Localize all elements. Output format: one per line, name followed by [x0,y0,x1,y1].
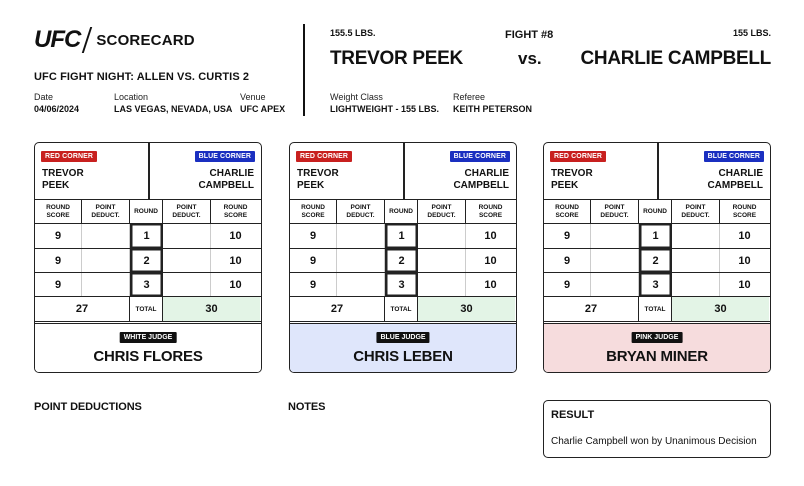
judge-scorecard [34,142,262,373]
result-text: Charlie Campbell won by Unanimous Decision [551,436,757,447]
round-row [544,273,770,297]
blue-round-score: 10 [484,254,497,267]
round-row [544,224,770,249]
point-deductions-heading: POINT DEDUCTIONS [34,401,142,413]
venue-value: UFC APEX [240,104,286,114]
round-row [35,249,261,273]
red-total-score: 27 [35,297,130,321]
red-last-name: PEEK [297,180,325,191]
blue-point-deduction [163,249,211,272]
blue-point-deduction [672,224,720,248]
red-first-name: TREVOR [297,168,339,179]
versus-label: vs. [518,49,542,68]
blue-last-name: CAMPBELL [453,180,509,191]
judge-name: BRYAN MINER [606,348,708,365]
blue-point-deduction [672,273,720,296]
total-row [290,297,516,322]
red-point-deduct-header: POINT DEDUCT. [591,200,639,223]
red-fighter-weight: 155.5 LBS. [330,28,376,38]
round-header: ROUND [130,200,163,223]
ufc-wordmark: UFC [34,26,81,53]
red-point-deduction [337,224,385,248]
round-row [290,249,516,273]
red-corner-badge: RED CORNER [41,151,97,162]
red-point-deduction [337,249,385,272]
blue-point-deduction [163,273,211,296]
blue-round-score-header: ROUND SCORE [732,203,757,219]
blue-total-score: 30 [418,297,515,321]
blue-round-score-header: ROUND SCORE [223,203,248,219]
round-row [35,273,261,297]
blue-corner-badge: BLUE CORNER [450,151,510,162]
blue-corner-badge: BLUE CORNER [704,151,764,162]
blue-fighter-card-name [453,168,509,192]
red-point-deduction [82,224,130,248]
blue-fighter-card-name [707,168,763,192]
judge-name: CHRIS LEBEN [353,348,453,365]
red-corner-badge: RED CORNER [550,151,606,162]
judge-footer [35,323,261,373]
blue-point-deduction [672,249,720,272]
red-round-score-header: ROUND SCORE [35,200,82,223]
blue-first-name: CHARLIE [718,168,763,179]
blue-point-deduction [418,273,466,296]
judge-badge: PINK JUDGE [632,332,683,343]
referee-label: Referee [453,92,486,102]
location-label: Location [114,92,149,102]
date-label: Date [34,92,54,102]
judge-footer [544,323,770,373]
round-row [35,224,261,249]
red-round-score: 9 [290,273,337,296]
round-header: ROUND [385,200,418,223]
red-round-score: 9 [35,224,82,248]
round-row [290,273,516,297]
red-first-name: TREVOR [551,168,593,179]
red-round-score: 9 [290,224,337,248]
red-fighter-card-name [297,168,339,192]
red-round-score-header: ROUND SCORE [290,200,337,223]
result-heading: RESULT [551,409,595,421]
score-header-row [544,200,770,224]
round-number: 1 [130,224,163,248]
fighter-names-row [544,143,770,200]
judge-scorecard [289,142,517,373]
blue-first-name: CHARLIE [209,168,254,179]
red-fighter-card-name [42,168,84,192]
score-header-row [290,200,516,224]
red-total-score: 27 [290,297,385,321]
red-point-deduction [591,273,639,296]
ufc-logo [34,28,195,52]
red-point-deduction [591,224,639,248]
blue-total-score: 30 [672,297,769,321]
judge-name: CHRIS FLORES [93,348,203,365]
result-box [543,400,771,458]
blue-round-score: 10 [229,278,242,291]
red-last-name: PEEK [42,180,70,191]
red-first-name: TREVOR [42,168,84,179]
blue-round-score: 10 [738,254,751,267]
red-last-name: PEEK [551,180,579,191]
red-point-deduction [591,249,639,272]
judge-scorecard [543,142,771,373]
blue-round-score: 10 [738,230,751,242]
round-row [544,249,770,273]
round-number: 3 [385,273,418,296]
blue-first-name: CHARLIE [464,168,509,179]
logo-divider [82,27,92,53]
total-row [544,297,770,322]
blue-round-score: 10 [484,278,497,291]
blue-point-deduct-header: POINT DEDUCT. [163,200,211,223]
red-round-score: 9 [544,273,591,296]
blue-fighter-weight: 155 LBS. [732,28,771,38]
header-divider [303,24,305,116]
blue-round-score-header: ROUND SCORE [478,203,503,219]
round-number: 2 [639,249,672,272]
total-label: TOTAL [385,297,418,321]
blue-total-score: 30 [163,297,260,321]
round-number: 2 [130,249,163,272]
red-round-score: 9 [35,249,82,272]
fight-number: FIGHT #8 [505,29,554,41]
event-name: UFC FIGHT NIGHT: ALLEN VS. CURTIS 2 [34,71,250,83]
round-number: 3 [130,273,163,296]
notes-heading: NOTES [288,401,326,413]
blue-fighter-card-name [198,168,254,192]
blue-last-name: CAMPBELL [198,180,254,191]
blue-round-score: 10 [229,254,242,267]
names-divider [657,143,659,200]
blue-corner-badge: BLUE CORNER [195,151,255,162]
round-number: 3 [639,273,672,296]
round-header: ROUND [639,200,672,223]
red-round-score-header: ROUND SCORE [544,200,591,223]
blue-last-name: CAMPBELL [707,180,763,191]
blue-round-score: 10 [484,230,497,242]
weight-class-value: LIGHTWEIGHT - 155 LBS. [330,104,440,114]
score-header-row [35,200,261,224]
location-value: LAS VEGAS, NEVADA, USA [114,104,233,114]
red-fighter-name: TREVOR PEEK [330,48,463,69]
total-label: TOTAL [130,297,163,321]
red-fighter-card-name [551,168,593,192]
fighter-names-row [290,143,516,200]
blue-point-deduct-header: POINT DEDUCT. [672,200,720,223]
red-round-score: 9 [35,273,82,296]
red-round-score: 9 [544,224,591,248]
judge-badge: BLUE JUDGE [376,332,429,343]
red-point-deduction [82,249,130,272]
venue-label: Venue [240,92,266,102]
red-corner-badge: RED CORNER [296,151,352,162]
round-number: 1 [385,224,418,248]
total-row [35,297,261,322]
weight-class-label: Weight Class [330,92,383,102]
round-number: 1 [639,224,672,248]
blue-round-score: 10 [229,230,242,242]
round-row [290,224,516,249]
blue-point-deduct-header: POINT DEDUCT. [418,200,466,223]
scorecard-title: SCORECARD [96,31,195,49]
red-point-deduction [337,273,385,296]
blue-point-deduction [418,249,466,272]
blue-fighter-name: CHARLIE CAMPBELL [580,48,771,69]
blue-point-deduction [418,224,466,248]
fighter-names-row [35,143,261,200]
judge-footer [290,323,516,373]
names-divider [403,143,405,200]
names-divider [148,143,150,200]
referee-value: KEITH PETERSON [453,104,533,114]
red-round-score: 9 [544,249,591,272]
blue-round-score: 10 [738,278,751,291]
blue-point-deduction [163,224,211,248]
date-value: 04/06/2024 [34,104,80,114]
red-point-deduct-header: POINT DEDUCT. [337,200,385,223]
total-label: TOTAL [639,297,672,321]
red-total-score: 27 [544,297,639,321]
judge-badge: WHITE JUDGE [120,332,177,343]
round-number: 2 [385,249,418,272]
red-point-deduct-header: POINT DEDUCT. [82,200,130,223]
red-round-score: 9 [290,249,337,272]
red-point-deduction [82,273,130,296]
